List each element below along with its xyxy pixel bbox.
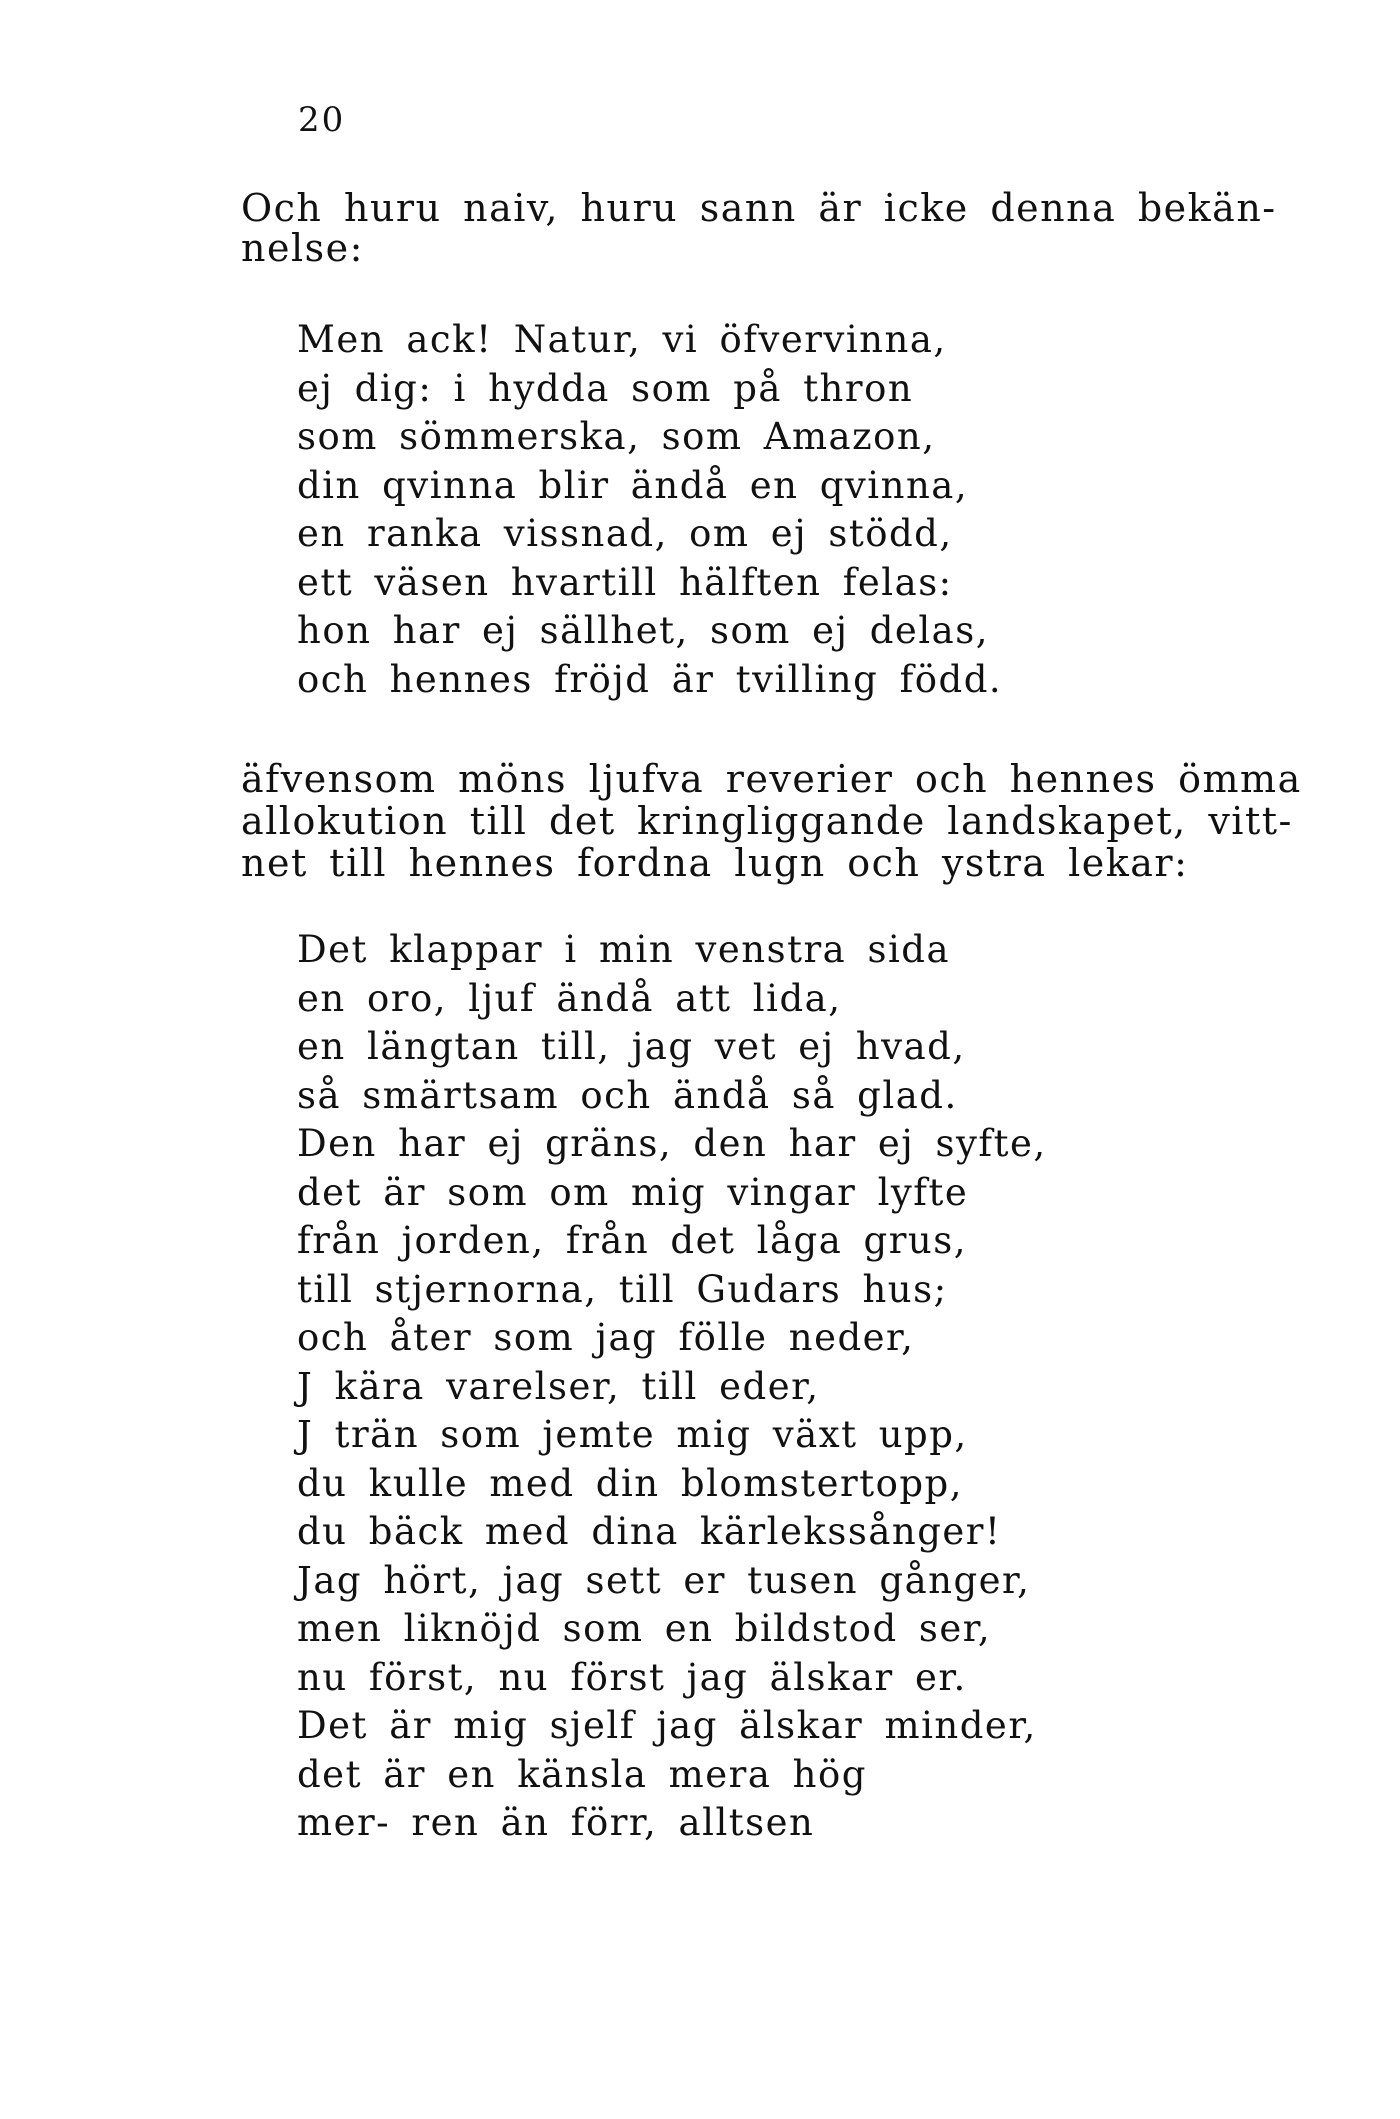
- prose-paragraph-intro: [241, 188, 1277, 268]
- verse-line: Men ack! Natur, vi öfvervinna,: [297, 318, 947, 361]
- prose-line: Och huru naiv, huru sann är icke denna bekän-: [241, 186, 1277, 230]
- verse-line: så smärtsam och ändå så glad.: [297, 1073, 958, 1117]
- verse-line: men liknöjd som en bildstod ser,: [297, 1607, 992, 1650]
- prose-line: net till hennes fordna lugn och ystra lekar:: [241, 841, 1189, 885]
- verse-line: du bäck med dina kärlekssånger!: [297, 1510, 1002, 1553]
- verse-line: Jag hört, jag sett er tusen gånger,: [297, 1558, 1031, 1602]
- verse-line: och hennes fröjd är tvilling född.: [297, 657, 1003, 701]
- verse-line: från jorden, från det låga grus,: [297, 1219, 967, 1262]
- verse-line: Den har ej gräns, den har ej syfte,: [297, 1122, 1047, 1165]
- verse-stanza-second: [297, 926, 1047, 1848]
- verse-line: ej dig: i hydda som på thron: [297, 366, 914, 410]
- verse-line: Det är mig sjelf jag älskar minder,: [297, 1704, 1037, 1747]
- verse-line: din qvinna blir ändå en qvinna,: [297, 463, 969, 507]
- verse-line: till stjernorna, till Gudars hus;: [297, 1267, 948, 1311]
- verse-line: ett väsen hvartill hälften felas:: [297, 560, 953, 604]
- verse-line: Det klappar i min venstra sida: [297, 928, 951, 971]
- verse-line: det är som om mig vingar lyfte: [297, 1170, 969, 1214]
- verse-line: en oro, ljuf ändå att lida,: [297, 976, 842, 1020]
- verse-line: det är en känsla mera hög: [297, 1752, 867, 1796]
- verse-stanza-first: [297, 316, 1002, 704]
- verse-line: en längtan till, jag vet ej hvad,: [297, 1025, 966, 1068]
- verse-line: J kära varelser, till eder,: [297, 1364, 820, 1408]
- verse-line: som sömmerska, som Amazon,: [297, 415, 936, 458]
- prose-paragraph-middle: [241, 758, 1302, 884]
- verse-line: mer- ren än förr, alltsen: [297, 1801, 815, 1844]
- prose-line: nelse:: [241, 226, 364, 270]
- verse-line: nu först, nu först jag älskar er.: [297, 1655, 967, 1699]
- verse-line: du kulle med din blomstertopp,: [297, 1461, 963, 1505]
- verse-line: hon har ej sällhet, som ej delas,: [297, 609, 989, 652]
- prose-line: allokution till det kringliggande landskapet, vitt-: [241, 799, 1293, 843]
- page-number: 20: [298, 100, 346, 140]
- verse-line: J trän som jemte mig växt upp,: [297, 1413, 968, 1456]
- verse-line: och åter som jag fölle neder,: [297, 1316, 915, 1359]
- prose-line: äfvensom möns ljufva reverier och hennes ömma: [241, 757, 1302, 801]
- verse-line: en ranka vissnad, om ej stödd,: [297, 512, 953, 555]
